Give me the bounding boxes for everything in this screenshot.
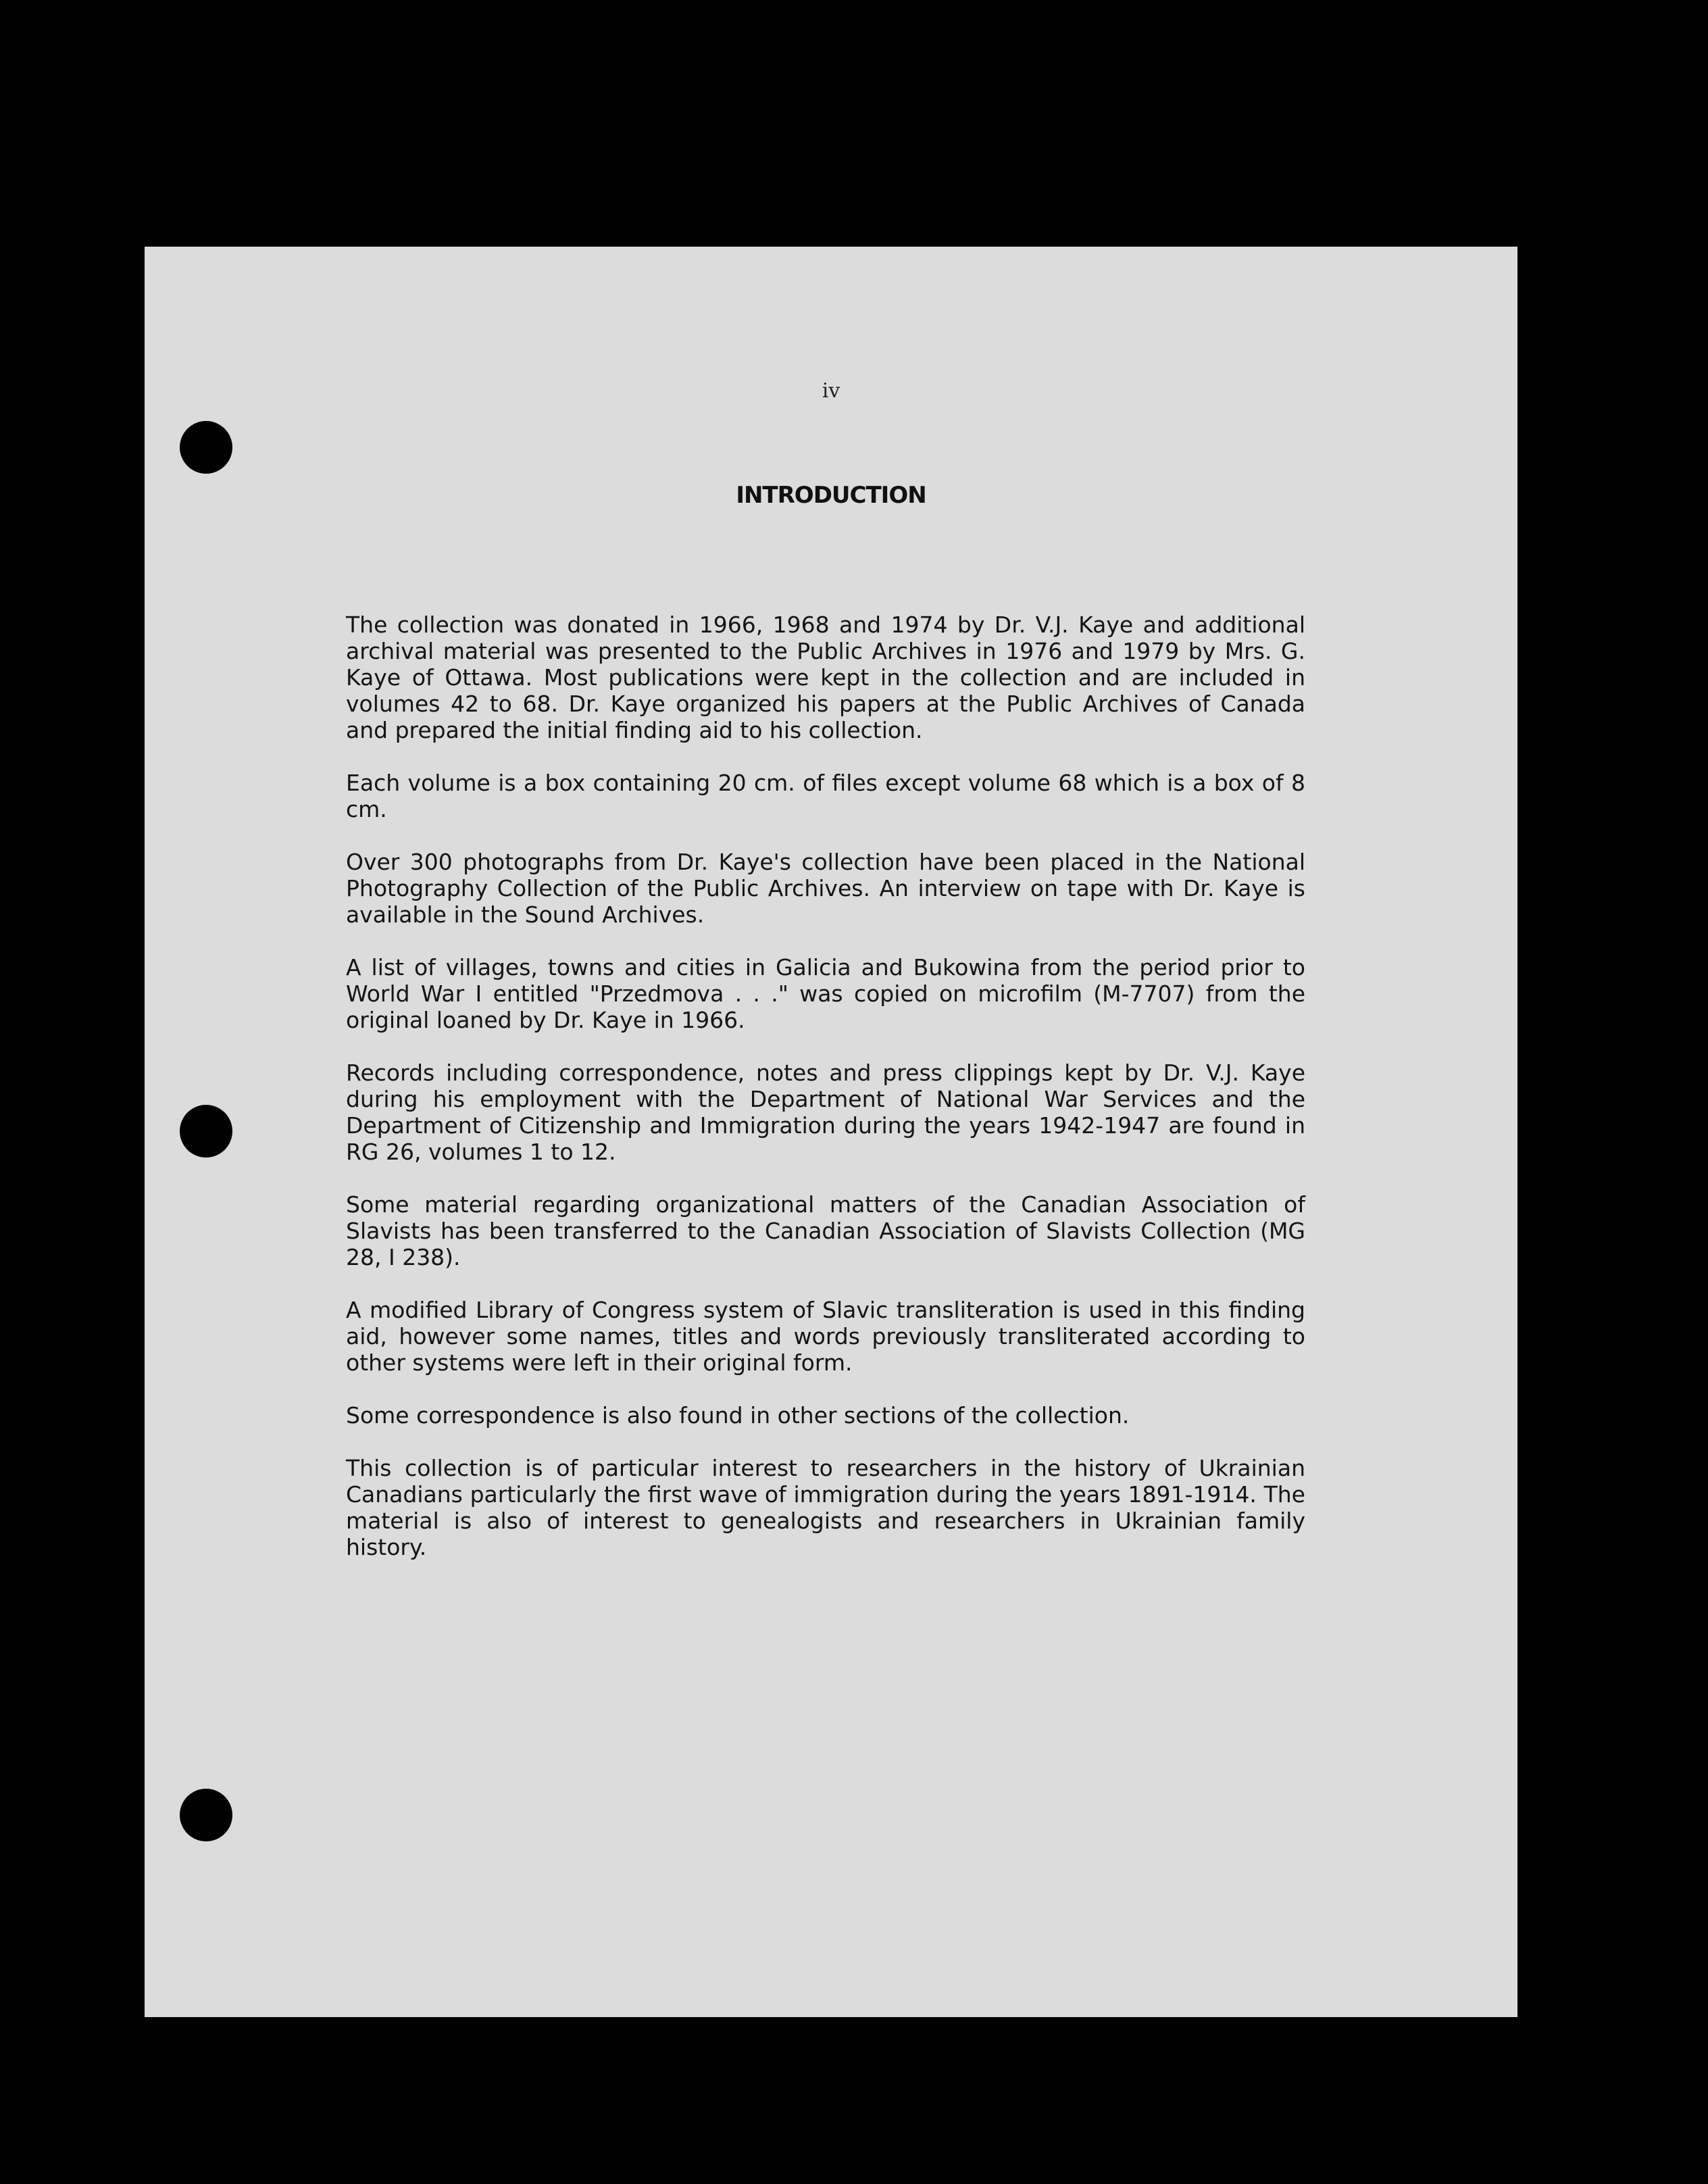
paragraph: Some material regarding organizational matters of the Canadian Association of Slavists has been transferred to the Canadian Association of Slavists Collection (MG 28, I 238).: [346, 1191, 1305, 1270]
paragraph: Each volume is a box containing 20 cm. of files except volume 68 which is a box of 8 cm.: [346, 770, 1305, 822]
page-title: INTRODUCTION: [736, 482, 926, 509]
punch-hole: [180, 1105, 232, 1158]
punch-hole: [180, 1789, 232, 1841]
body-text: [346, 612, 1305, 1560]
paragraph: Records including correspondence, notes and press clippings kept by Dr. V.J. Kaye during his employment with the Department of National War Services and the Department of Citizenship and Immigration during the years 1942-1947 are found in RG 26, volumes 1 to 12.: [346, 1060, 1305, 1165]
paragraph: A list of villages, towns and cities in Galicia and Bukowina from the period prior to World War I entitled "Przedmova . . ." was copied on microfilm (M-7707) from the original loaned by Dr. Kaye in 1966.: [346, 954, 1305, 1033]
paragraph: This collection is of particular interest to researchers in the history of Ukrainian Canadians particularly the first wave of immigration during the years 1891-1914. The material is also of interest to genealogists and researchers in Ukrainian family history.: [346, 1455, 1305, 1560]
paragraph: Some correspondence is also found in other sections of the collection.: [346, 1402, 1130, 1429]
paragraph: Over 300 photographs from Dr. Kaye's collection have been placed in the National Photography Collection of the Public Archives. An interview on tape with Dr. Kaye is available in the Sound Archives.: [346, 849, 1305, 928]
page-number: iv: [822, 379, 840, 403]
punch-hole: [180, 421, 232, 474]
paragraph: A modified Library of Congress system of Slavic transliteration is used in this finding aid, however some names, titles and words previously transliterated according to other systems were left in their original form.: [346, 1297, 1305, 1376]
paragraph: The collection was donated in 1966, 1968 and 1974 by Dr. V.J. Kaye and additional archival material was presented to the Public Archives in 1976 and 1979 by Mrs. G. Kaye of Ottawa. Most publications were kept in the collection and are included in volumes 42 to 68. Dr. Kaye organized his papers at the Public Archives of Canada and prepared the initial finding aid to his collection.: [346, 612, 1305, 743]
document-page: [145, 247, 1517, 2017]
